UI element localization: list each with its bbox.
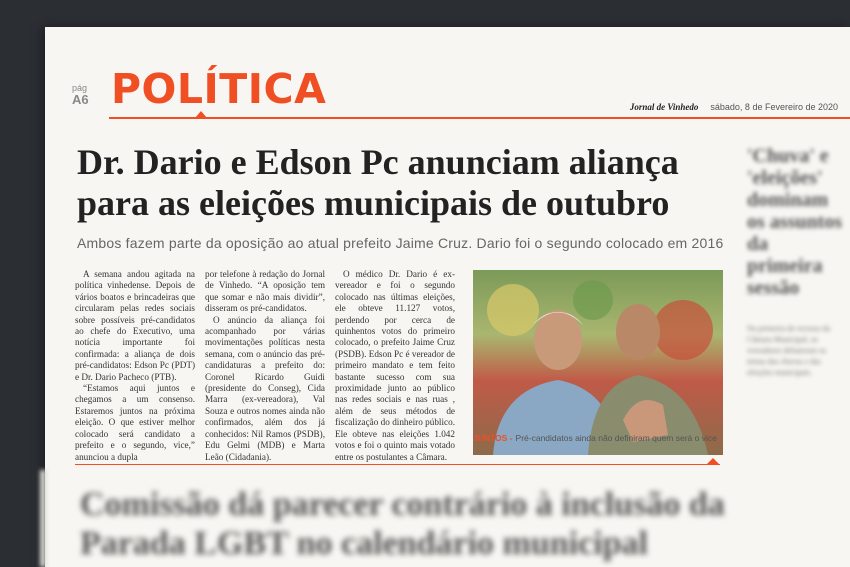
- next-article-headline: Comissão dá parecer contrário à inclusão da Parada LGBT no calendário municipal: [80, 486, 725, 562]
- newspaper-page: [45, 27, 850, 567]
- article-headline: Dr. Dario e Edson Pc anunciam aliança para as eleições municipais de outubro: [77, 142, 679, 223]
- paragraph: A semana andou agitada na política vinhedense. Depois de vários boatos e brincadeiras que circularam pelas redes sociais sobre possíveis pré-candidatos ao chefe do Executivo, uma notícia importante foi confirmada: a aliança de dois pré-candidatos: Edson Pc (PDT) e Dr. Dario Pacheco (PTB).: [75, 269, 195, 382]
- article-column-1: [75, 269, 195, 463]
- paragraph: por telefone à redação do Jornal de Vinhedo. “A oposição tem que somar e não mais dividir”, disseram os pré-candidatos.: [205, 269, 325, 314]
- paragraph: “Estamos aqui juntos e chegamos a um consenso. Estaremos juntos na próxima eleição. O que estiver melhor colocado será candidato a prefeito e o segundo, vice,” anunciou a dupla: [75, 383, 195, 462]
- article-end-marker: [707, 458, 719, 464]
- photo-caption: [473, 433, 743, 443]
- section-rule: [109, 117, 850, 119]
- sidebar-headline: 'Chuva' e 'eleições' dominam os assuntos da primeira sessão: [747, 145, 843, 299]
- masthead: [630, 102, 838, 112]
- issue-date: sábado, 8 de Fevereiro de 2020: [710, 102, 838, 112]
- sidebar-text: Na primeira de recesso da Câmara Municipal, os vereadores debateram os temas das chuvas e das eleições municipais.: [747, 324, 831, 377]
- page-label: pág: [72, 83, 88, 93]
- section-title: POLÍTICA: [111, 65, 327, 113]
- candidates-photo-icon: [473, 270, 723, 455]
- adjacent-page-edge: [40, 470, 46, 567]
- paper-name: Jornal de Vinhedo: [629, 102, 699, 112]
- paragraph: O médico Dr. Dario é ex-vereador e foi o segundo colocado nas últimas eleições, ele obteve 11.127 votos, perdendo por cerca de quinhentos votos do primeiro colocado, o prefeito Jaime Cruz (PSDB). Edson Pc é vereador de primeiro mandato e tem feito bastante sucesso com sua proximidade junto ao público nas redes sociais e nas ruas , além de seus métodos de fiscalização do dinheiro público. Ele obteve nas eleições 1.042 votos e foi o quinto mais votado entre os postulantes a Câmara.: [335, 269, 455, 462]
- caption-text: Pré-candidatos ainda não definiram quem será o vice: [515, 433, 717, 443]
- article-column-3: [335, 269, 455, 463]
- page-num: A6: [72, 92, 89, 107]
- caption-tag: JUNTOS -: [473, 433, 513, 443]
- article-column-2: [205, 269, 325, 463]
- article-end-rule: [75, 464, 720, 465]
- paragraph: O anúncio da aliança foi acompanhado por várias movimentações políticas nesta semana, com o anúncio das pré-candidaturas a prefeito do: Coronel Ricardo Guidi (presidente do Conseg), Cida Marra (ex-vereadora), Val Souza e outros nomes ainda não confirmados, além dos já conhecidos: Nil Ramos (PSDB), Edu Gelmi (MDB) e Marta Leão (Cidadania).: [205, 314, 325, 462]
- sidebar-article: [747, 145, 845, 378]
- article-subhead: Ambos fazem parte da oposição ao atual prefeito Jaime Cruz. Dario foi o segundo colocado em 2016: [77, 235, 724, 251]
- article-photo: [473, 270, 723, 455]
- page-number: [72, 83, 89, 107]
